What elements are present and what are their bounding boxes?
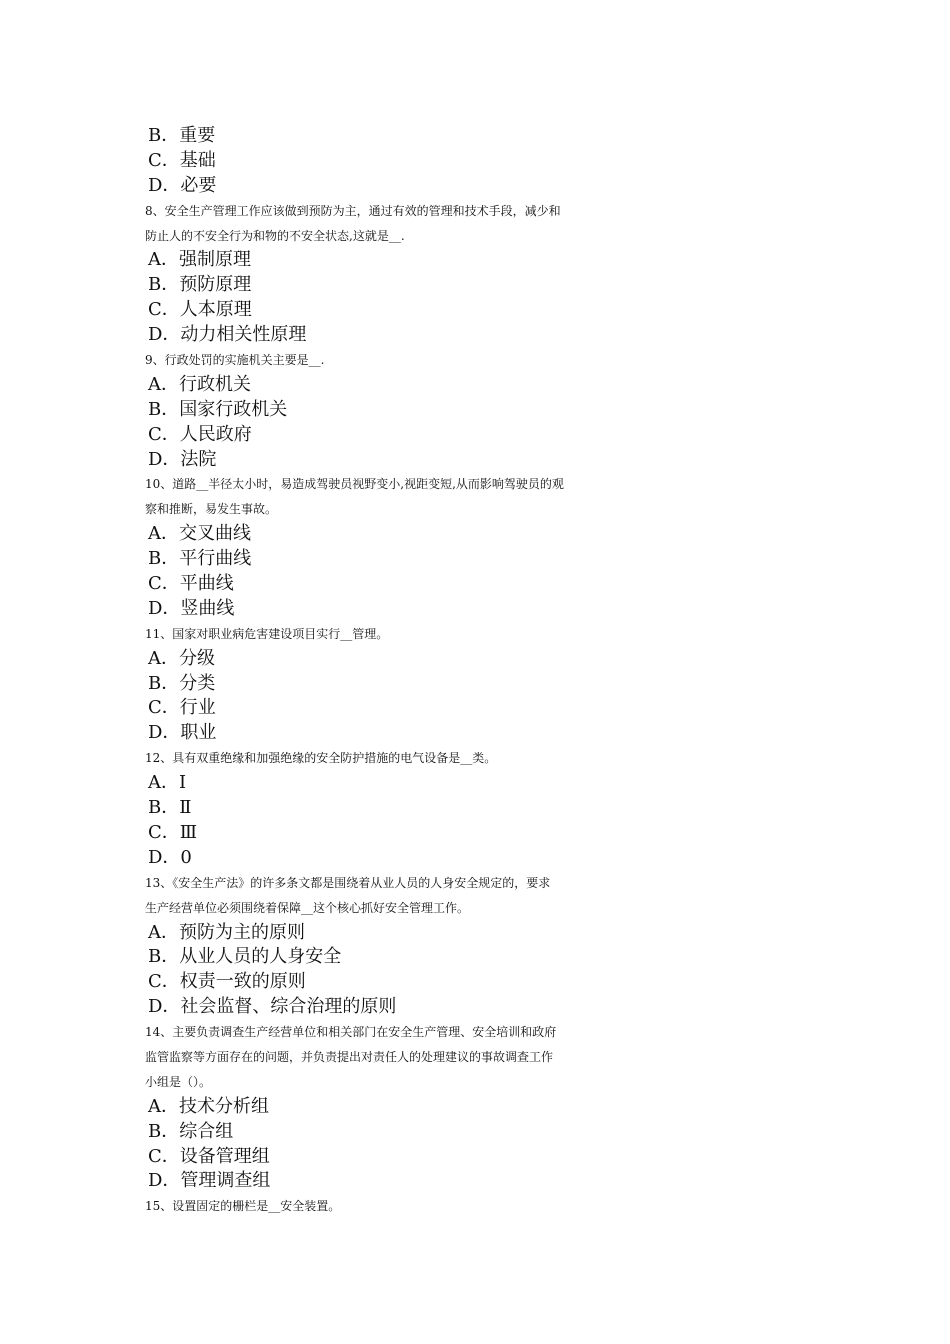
answer-option: C．权责一致的原则 (148, 971, 306, 993)
question-text: 10、道路__半径太小时，易造成驾驶员视野变小,视距变短,从而影响驾驶员的观 (145, 477, 564, 492)
answer-option: D．动力相关性原理 (148, 324, 307, 346)
answer-option: C．行业 (148, 697, 216, 719)
answer-option: A．分级 (148, 647, 215, 669)
answer-option: B．从业人员的人身安全 (148, 946, 342, 968)
answer-option: A．强制原理 (148, 249, 251, 271)
question-text: 察和推断，易发生事故。 (145, 502, 278, 517)
answer-option: B．重要 (148, 125, 216, 146)
answer-option: A．Ⅰ (148, 772, 187, 794)
answer-option: A．预防为主的原则 (148, 921, 305, 943)
answer-option: C．Ⅲ (148, 821, 198, 843)
answer-option: D．社会监督、综合治理的原则 (148, 996, 397, 1018)
question-text: 14、主要负责调查生产经营单位和相关部门在安全生产管理、安全培训和政府 (145, 1025, 557, 1040)
answer-option: A．交叉曲线 (148, 523, 251, 545)
answer-option: C．基础 (148, 149, 216, 171)
answer-option: A．技术分析组 (148, 1095, 269, 1117)
question-text: 13、《安全生产法》的许多条文都是围绕着从业人员的人身安全规定的，要求 (145, 875, 551, 890)
answer-option: B．国家行政机关 (148, 398, 288, 420)
question-text: 监管监察等方面存在的问题，并负责提出对责任人的处理建议的事故调查工作 (145, 1049, 554, 1064)
answer-option: C．人本原理 (148, 299, 252, 321)
answer-option: D．必要 (148, 174, 217, 196)
answer-option: D．法院 (148, 448, 217, 470)
answer-option: C．平曲线 (148, 573, 234, 595)
question-text: 小组是（）。 (145, 1074, 212, 1089)
answer-option: D．职业 (148, 722, 217, 744)
answer-option: B．Ⅱ (148, 797, 192, 819)
answer-option: D．管理调查组 (148, 1170, 271, 1192)
question-text: 9、行政处罚的实施机关主要是__. (145, 353, 325, 368)
question-text: 8、安全生产管理工作应该做到预防为主，通过有效的管理和技术手段，减少和 (145, 203, 561, 218)
answer-option: B．预防原理 (148, 274, 252, 296)
question-text: 15、设置固定的栅栏是__安全装置。 (145, 1199, 341, 1214)
answer-option: B．分类 (148, 672, 216, 694)
answer-option: C．人民政府 (148, 423, 252, 445)
answer-option: D．竖曲线 (148, 597, 235, 619)
answer-option: B．综合组 (148, 1120, 234, 1142)
exam-content (145, 124, 810, 1219)
answer-option: D．0 (148, 846, 192, 868)
question-text: 12、具有双重绝缘和加强绝缘的安全防护措施的电气设备是__类。 (145, 751, 497, 766)
answer-option: C．设备管理组 (148, 1145, 270, 1167)
question-text: 11、国家对职业病危害建设项目实行__管理。 (145, 626, 389, 641)
question-text: 防止人的不安全行为和物的不安全状态,这就是__. (145, 228, 405, 243)
answer-option: B．平行曲线 (148, 548, 252, 570)
answer-option: A．行政机关 (148, 373, 251, 395)
question-text: 生产经营单位必须围绕着保障__这个核心抓好安全管理工作。 (145, 900, 470, 915)
